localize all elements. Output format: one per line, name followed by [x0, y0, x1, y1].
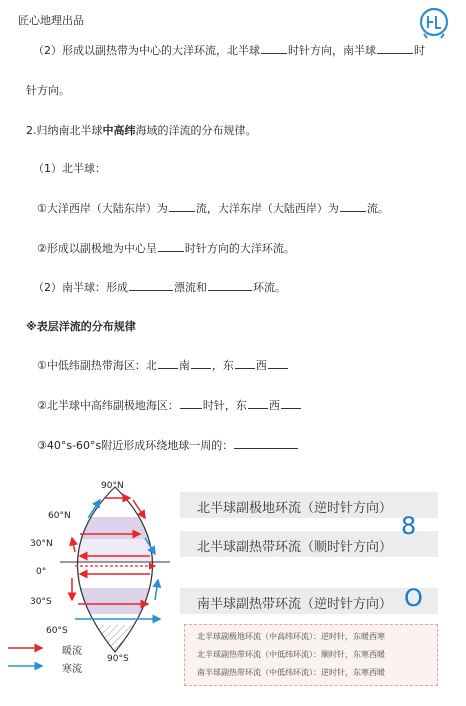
q1-part2-text-b: 时针方向，南半球: [288, 44, 376, 57]
rule-2-a: ②北半球中高纬副极地海区：: [37, 399, 179, 412]
q2-south-a: （2）南半球：形成: [33, 281, 128, 294]
bar-label-north-subtropical: 北半球副热带环流（顺时针方向）: [197, 540, 393, 555]
publisher-logo-icon: [417, 6, 451, 40]
answer-blank[interactable]: [169, 200, 195, 212]
answer-blank[interactable]: [158, 357, 178, 369]
mark-o: O: [404, 584, 423, 612]
q2-title: [26, 122, 257, 138]
answer-blank[interactable]: [377, 42, 413, 54]
rule-1-d: 西: [255, 359, 267, 372]
q2-item1-b: 流，大洋东岸（大陆西岸）为: [195, 202, 339, 215]
lat-30n: 30°N: [30, 539, 53, 549]
rules-title: ※表层洋流的分布规律: [26, 320, 136, 333]
q2-item1: [37, 200, 389, 216]
rule-2-b: 时针，东: [202, 399, 247, 412]
lat-90n: 90°N: [101, 481, 124, 491]
legend-cold: 寒流: [62, 664, 82, 675]
rule-3: [37, 437, 299, 453]
q2-item2-b: 时针方向的大洋环流。: [184, 242, 295, 255]
answer-blank[interactable]: [268, 357, 288, 369]
rule-3-a: ③40°s-60°s附近形成环绕地球一周的：: [37, 439, 234, 452]
answer-blank[interactable]: [248, 397, 268, 409]
q1-part2-line2: 针方向。: [26, 84, 70, 97]
lat-30s: 30°S: [30, 597, 52, 607]
answer-blank[interactable]: [191, 357, 211, 369]
q2-south-hemisphere: [33, 279, 286, 295]
q2-south-c: 环流。: [253, 281, 286, 294]
answer-blank[interactable]: [129, 279, 173, 291]
q2-item2: [37, 240, 295, 256]
answer-blank[interactable]: [180, 397, 202, 409]
bar-label-north-subpolar: 北半球副极地环流（逆时针方向）: [197, 501, 393, 516]
answer-blank[interactable]: [340, 200, 366, 212]
q2-title-pre: 2.归纳南北半球: [26, 124, 103, 137]
lat-60s: 60°S: [46, 626, 68, 636]
answer-blank[interactable]: [235, 357, 255, 369]
lat-90s: 90°S: [107, 654, 129, 664]
mark-eight: 8: [401, 512, 417, 540]
q2-title-bold: 中高纬: [102, 124, 136, 137]
q1-part2-text-c: 时: [414, 44, 425, 57]
ocean-current-diagram: [0, 478, 180, 678]
q2-item2-a: ②形成以副极地为中心呈: [37, 242, 157, 255]
q2-item1-a: ①大洋西岸（大陆东岸）为: [37, 202, 168, 215]
summary-note-box: [184, 624, 438, 686]
rule-2-c: 西: [268, 399, 280, 412]
rule-2: [37, 397, 302, 413]
note-line-3: 南半球副热带环流（中低纬环流）：逆时针，东寒西暖: [197, 668, 385, 677]
legend-warm: 暖流: [62, 646, 82, 657]
answer-blank[interactable]: [208, 279, 252, 291]
q1-part2-text-a: （2）形成以副热带为中心的大洋环流，北半球: [33, 44, 260, 57]
q2-item1-c: 流。: [366, 202, 389, 215]
publisher-name: 匠心地理出品: [18, 14, 84, 27]
lat-60n: 60°N: [48, 511, 71, 521]
rule-1-b: 南: [178, 359, 190, 372]
q2-south-b: 漂流和: [174, 281, 207, 294]
note-line-2: 北半球副热带环流（中低纬环流）：顺时针，东寒西暖: [197, 650, 385, 659]
note-line-1: 北半球副极地环流（中高纬环流）：逆时针，东暖西寒: [197, 632, 385, 641]
q2-title-post: 海域的洋流的分布规律。: [135, 124, 257, 137]
answer-blank[interactable]: [234, 437, 298, 449]
q2-north-hemisphere: （1）北半球：: [33, 162, 106, 175]
rule-1: [37, 357, 289, 373]
answer-blank[interactable]: [158, 240, 184, 252]
rule-1-c: ，东: [211, 359, 234, 372]
answer-blank[interactable]: [261, 42, 287, 54]
rule-1-a: ①中低纬副热带海区：北: [37, 359, 157, 372]
lat-0: 0°: [36, 567, 47, 577]
answer-blank[interactable]: [281, 397, 301, 409]
bar-label-south-subtropical: 南半球副热带环流（逆时针方向）: [197, 597, 393, 612]
q1-part2-line: [33, 42, 425, 58]
